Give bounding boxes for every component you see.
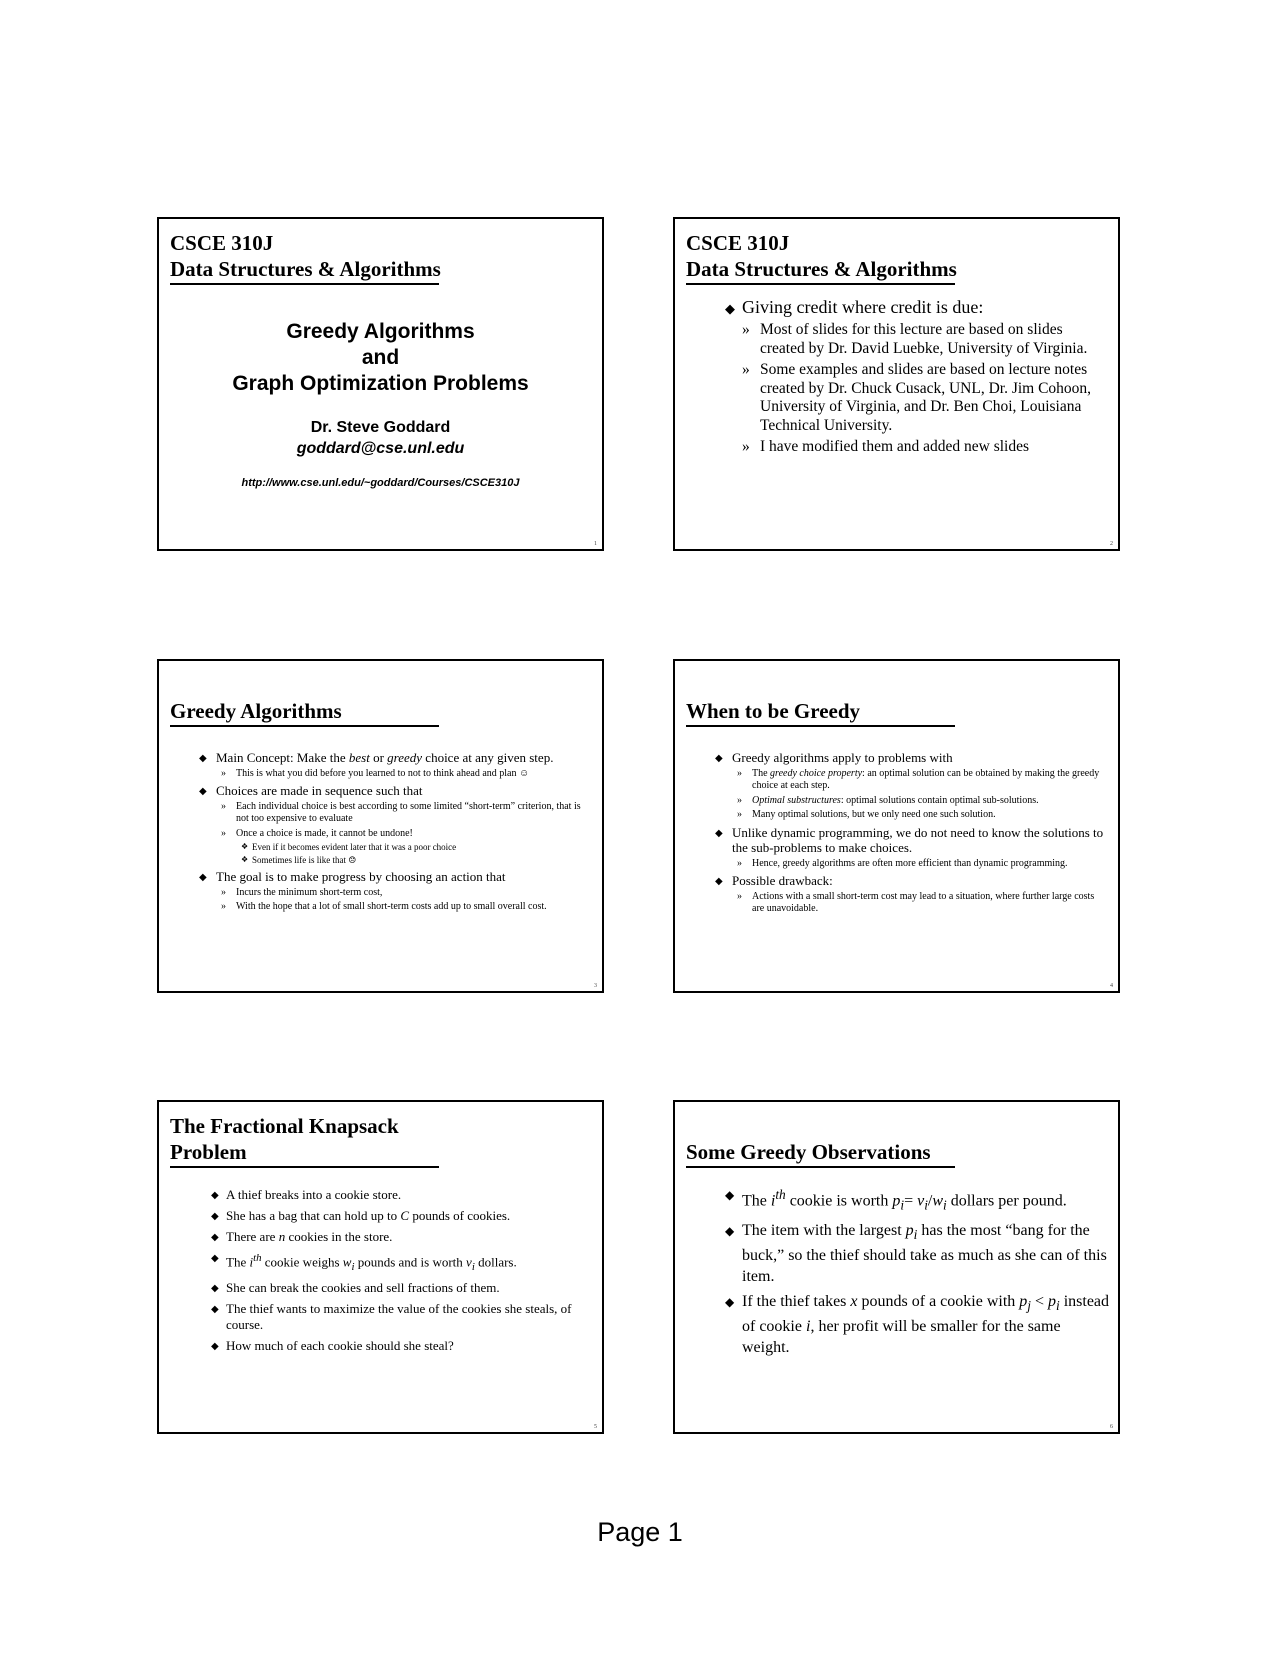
slide-heading-line-1: The Fractional Knapsack xyxy=(170,1114,399,1138)
diamond-bullet-icon: ◆ xyxy=(199,786,207,797)
slide-2 xyxy=(673,217,1120,551)
sub-bullet: » The greedy choice property: an optimal solution can be obtained by making the greedy choice at each step. xyxy=(737,767,1100,791)
chevron-bullet-icon: » xyxy=(737,890,742,902)
sub-bullet: » Incurs the minimum short-term cost, xyxy=(221,886,383,898)
slide-header xyxy=(170,230,439,285)
chevron-bullet-icon: » xyxy=(221,800,226,812)
bullet: ◆ The goal is to make progress by choosing an action that xyxy=(199,869,506,884)
page-footer: Page 1 xyxy=(597,1517,683,1547)
sub-bullet: » Optimal substructures: optimal solutions contain optimal sub-solutions. xyxy=(737,794,1039,806)
bullet: ◆ A thief breaks into a cookie store. xyxy=(211,1187,402,1202)
diamond-bullet-icon: ◆ xyxy=(211,1282,219,1294)
bullet: ◆ The $i^{th}$ cookie weighs $w_i$ pounds and is worth $v_i$ dollars. xyxy=(211,1252,517,1273)
slide-5 xyxy=(157,1100,604,1434)
diamond-bullet-icon: ◆ xyxy=(199,872,207,883)
sub-bullet: » Each individual choice is best according to some limited “short-term” criterion, that is not too expensive to evaluate xyxy=(221,800,581,824)
bullet: ◆ She has a bag that can hold up to C pounds of cookies. xyxy=(211,1208,511,1223)
diamond-bullet-icon: ◆ xyxy=(199,753,207,764)
title-line-1: Greedy Algorithms xyxy=(286,320,475,343)
sub-bullet: » I have modified them and added new slides xyxy=(742,438,1030,455)
slide-3 xyxy=(157,659,604,993)
diamond-bullet-icon: ◆ xyxy=(211,1340,219,1352)
bullet: ◆ If the thief takes x pounds of a cookie with $p_j < p_i$ instead of cookie i, her profit will be smaller for the same weight. xyxy=(725,1292,1110,1356)
slide-4 xyxy=(673,659,1120,993)
bullet: ◆ Giving credit where credit is due: xyxy=(725,297,984,317)
sub-bullet: » With the hope that a lot of small short-term costs add up to small overall cost. xyxy=(221,901,547,912)
bullet: ◆ The thief wants to maximize the value of the cookies she steals, of course. xyxy=(211,1300,572,1332)
sub-bullet: » Actions with a small short-term cost may lead to a situation, where further large costs are unavoidable. xyxy=(737,890,1095,914)
title-line-3: Graph Optimization Problems xyxy=(232,372,529,395)
diamond-bullet-icon: ◆ xyxy=(715,753,723,764)
diamond-bullet-icon: ◆ xyxy=(715,827,723,839)
bullet: ◆ There are n cookies in the store. xyxy=(211,1229,393,1244)
course-name: Data Structures & Algorithms xyxy=(170,257,441,281)
sub-bullet: » Once a choice is made, it cannot be undone! xyxy=(221,827,413,839)
slide-heading: When to be Greedy xyxy=(686,699,861,723)
slide-content xyxy=(715,747,1105,916)
diamond-bullet-icon: ◆ xyxy=(725,301,735,316)
diamond-bullet-icon: ◆ xyxy=(715,876,723,887)
slide-number: 6 xyxy=(1110,1424,1113,1430)
sub-bullet: » Hence, greedy algorithms are often more efficient than dynamic programming. xyxy=(737,857,1068,869)
chevron-bullet-icon: » xyxy=(221,767,226,779)
diamond-bullet-icon: ◆ xyxy=(725,1188,735,1202)
chevron-bullet-icon: » xyxy=(221,886,226,898)
bullet: ◆ Choices are made in sequence such that xyxy=(199,783,423,798)
diamond-bullet-icon: ◆ xyxy=(211,1190,219,1201)
bullet: ◆ The item with the largest $p_i$ has the most “bang for the buck,” so the thief should take as much as she can of this item. xyxy=(725,1221,1107,1285)
slide-heading: Greedy Algorithms xyxy=(170,699,342,723)
slide-header xyxy=(170,698,439,727)
slide-number: 5 xyxy=(594,1424,597,1430)
slide-content xyxy=(199,747,589,914)
slide-number: 2 xyxy=(1110,541,1113,547)
diamond-bullet-icon: ◆ xyxy=(211,1211,219,1222)
bullet: ◆ Main Concept: Make the best or greedy choice at any given step. xyxy=(199,750,554,765)
star-bullet-icon: ❖ xyxy=(241,842,249,851)
slide-content xyxy=(725,297,1105,457)
course-name: Data Structures & Algorithms xyxy=(686,257,957,281)
chevron-bullet-icon: » xyxy=(737,809,742,820)
sub-bullet: » Some examples and slides are based on lecture notes created by Dr. Chuck Cusack, UNL, Dr. Jim Cohoon, University of Virginia, and Dr. Ben Choi, Louisiana Technical University. xyxy=(742,361,1092,434)
slide-header xyxy=(686,230,955,285)
slide-content xyxy=(725,1184,1110,1362)
course-url: http://www.cse.unl.edu/~goddard/Courses/CSCE310J xyxy=(241,477,520,489)
chevron-bullet-icon: » xyxy=(737,794,742,806)
course-code: CSCE 310J xyxy=(686,231,790,255)
bullet: ◆ Possible drawback: xyxy=(715,873,833,888)
chevron-bullet-icon: » xyxy=(742,361,750,378)
slide-content xyxy=(211,1187,589,1359)
slide-header xyxy=(686,1139,955,1168)
diamond-bullet-icon: ◆ xyxy=(725,1294,735,1309)
diamond-bullet-icon: ◆ xyxy=(211,1253,219,1264)
sub-bullet: » This is what you did before you learned to not to think ahead and plan ☺ xyxy=(221,767,530,779)
chevron-bullet-icon: » xyxy=(221,901,226,912)
slide-number: 3 xyxy=(594,983,597,989)
bullet: ◆ Greedy algorithms apply to problems with xyxy=(715,750,953,765)
diamond-bullet-icon: ◆ xyxy=(211,1232,219,1243)
star-bullet-icon: ❖ xyxy=(241,855,249,864)
title-line-2: and xyxy=(361,346,400,369)
author-name: Dr. Steve Goddard xyxy=(310,419,451,436)
sub-bullet: » Many optimal solutions, but we only need one such solution. xyxy=(737,809,996,820)
author-email: goddard@cse.unl.edu xyxy=(296,440,465,457)
sub-sub-bullet: ❖ Sometimes life is like that ☹ xyxy=(241,855,357,865)
bullet: ◆ Unlike dynamic programming, we do not need to know the solutions to the sub-problems to make choices. xyxy=(715,824,1104,855)
chevron-bullet-icon: » xyxy=(742,438,750,455)
bullet: ◆ How much of each cookie should she steal? xyxy=(211,1337,454,1353)
slide-header xyxy=(170,1113,439,1168)
diamond-bullet-icon: ◆ xyxy=(725,1223,735,1238)
chevron-bullet-icon: » xyxy=(742,321,750,338)
bullet: ◆ She can break the cookies and sell fractions of them. xyxy=(211,1279,500,1295)
chevron-bullet-icon: » xyxy=(737,767,742,779)
bullet: ◆ The $i^{th}$ cookie is worth $p_i= v_i/w_i$ dollars per pound. xyxy=(725,1187,1067,1213)
sub-sub-bullet: ❖ Even if it becomes evident later that it was a poor choice xyxy=(241,842,457,852)
sub-bullet: » Most of slides for this lecture are based on slides created by Dr. David Luebke, University of Virginia. xyxy=(742,321,1088,357)
chevron-bullet-icon: » xyxy=(737,857,742,869)
course-code: CSCE 310J xyxy=(170,231,274,255)
slide-1 xyxy=(157,217,604,551)
diamond-bullet-icon: ◆ xyxy=(211,1303,219,1315)
title-block xyxy=(159,319,602,489)
slide-heading: Some Greedy Observations xyxy=(686,1140,931,1164)
slide-number: 4 xyxy=(1110,983,1113,989)
slide-number: 1 xyxy=(594,541,597,547)
slide-6 xyxy=(673,1100,1120,1434)
chevron-bullet-icon: » xyxy=(221,827,226,839)
slide-header xyxy=(686,698,955,727)
slide-heading-line-2: Problem xyxy=(170,1140,247,1164)
